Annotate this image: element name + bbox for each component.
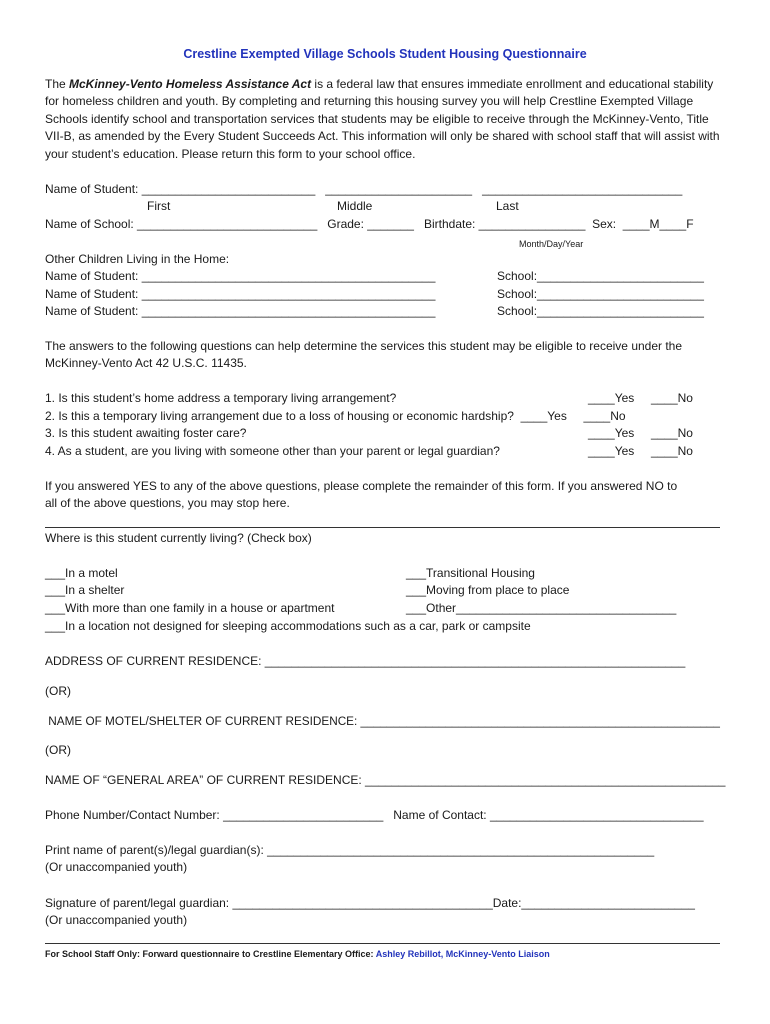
option-moving[interactable]: ___Moving from place to place [406,583,570,597]
answers-intro-line-2: McKinney-Vento Act 42 U.S.C. 11435. [45,356,247,370]
guardian-name-field[interactable]: Print name of parent(s)/legal guardian(s): __________________________________________________________ [45,843,655,857]
footer-label: For School Staff Only: Forward questionnaire to Crestline Elementary Office: [45,949,376,959]
other-child-name-2[interactable]: Name of Student: ____________________________________________ [45,287,436,301]
form-title: Crestline Exempted Village Schools Student Housing Questionnaire [183,47,587,61]
intro-paragraph [45,76,725,163]
question-2[interactable]: 2. Is this a temporary living arrangement due to a loss of housing or economic hardship? ____Yes ____No [45,409,626,423]
option-motel[interactable]: ___In a motel [45,566,118,580]
act-name: McKinney-Vento Homeless Assistance Act [69,77,312,91]
or-label-1: (OR) [45,684,71,698]
if-yes-line-2: all of the above questions, you may stop here. [45,496,290,510]
address-field[interactable]: ADDRESS OF CURRENT RESIDENCE: _______________________________________________________________ [45,654,686,668]
questionnaire-page [45,0,725,1024]
student-name-line[interactable]: Name of Student: __________________________ ______________________ ______________________________ [45,182,683,196]
general-area-field[interactable]: NAME OF “GENERAL AREA” OF CURRENT RESIDENCE: ______________________________________________________ [45,773,726,787]
footer-divider [45,943,720,944]
option-shared-house[interactable]: ___With more than one family in a house or apartment [45,601,335,615]
first-label: First [147,199,171,213]
section-divider [45,527,720,528]
other-children-heading: Other Children Living in the Home: [45,252,230,266]
option-transitional-housing[interactable]: ___Transitional Housing [406,566,535,580]
question-3: 3. Is this student awaiting foster care? [45,426,247,440]
staff-footer [45,946,550,963]
question-1-answer[interactable]: ____Yes ____No [588,391,693,405]
liaison-name: Ashley Rebillot, McKinney-Vento Liaison [375,949,550,959]
unaccompanied-note-2: (Or unaccompanied youth) [45,913,188,927]
question-3-answer[interactable]: ____Yes ____No [588,426,693,440]
other-child-name-1[interactable]: Name of Student: ____________________________________________ [45,269,436,283]
question-1: 1. Is this student’s home address a temporary living arrangement? [45,391,397,405]
signature-date-field[interactable]: Signature of parent/legal guardian: _______________________________________Date:__________________________ [45,896,695,910]
intro-post: is a federal law that ensures immediate enrollment and educational stability for homeless children and youth. By completing and returning this housing survey you will help Crestline Exempted Village Schools identify school and transportation services that students may be eligible to receive through the McKinney-Vento, Title VII-B, as amended by the Every Student Succeeds Act. This information will only be shared with school staff that will assist with your student’s education. Please return this form to your school office. [45,77,720,161]
or-label-2: (OR) [45,743,71,757]
question-4-answer[interactable]: ____Yes ____No [588,444,693,458]
where-living-prompt: Where is this student currently living? (Check box) [45,531,312,545]
other-child-name-3[interactable]: Name of Student: ____________________________________________ [45,304,436,318]
other-child-school-1[interactable]: School:_________________________ [497,269,704,283]
option-not-designed[interactable]: ___In a location not designed for sleeping accommodations such as a car, park or campsite [45,619,531,633]
option-shelter[interactable]: ___In a shelter [45,583,125,597]
answers-intro-line-1: The answers to the following questions can help determine the services this student may be eligible to receive under the [45,339,683,353]
last-label: Last [496,199,519,213]
other-child-school-3[interactable]: School:_________________________ [497,304,704,318]
question-4: 4. As a student, are you living with someone other than your parent or legal guardian? [45,444,500,458]
other-child-school-2[interactable]: School:_________________________ [497,287,704,301]
motel-shelter-field[interactable]: NAME OF MOTEL/SHELTER OF CURRENT RESIDENCE: _______________________________________________________ [45,715,720,728]
if-yes-line-1: If you answered YES to any of the above questions, please complete the remainder of this form. If you answered NO to [45,479,678,493]
date-format-hint: Month/Day/Year [519,239,584,249]
unaccompanied-note-1: (Or unaccompanied youth) [45,860,188,874]
middle-label: Middle [337,199,373,213]
option-other[interactable]: ___Other_________________________________ [406,601,677,615]
intro-pre: The [45,77,70,91]
school-grade-birthdate-line[interactable]: Name of School: ___________________________ Grade: _______ Birthdate: ________________ Sex: ____M____F [45,217,694,231]
phone-contact-field[interactable]: Phone Number/Contact Number: ________________________ Name of Contact: ________________________________ [45,808,704,822]
